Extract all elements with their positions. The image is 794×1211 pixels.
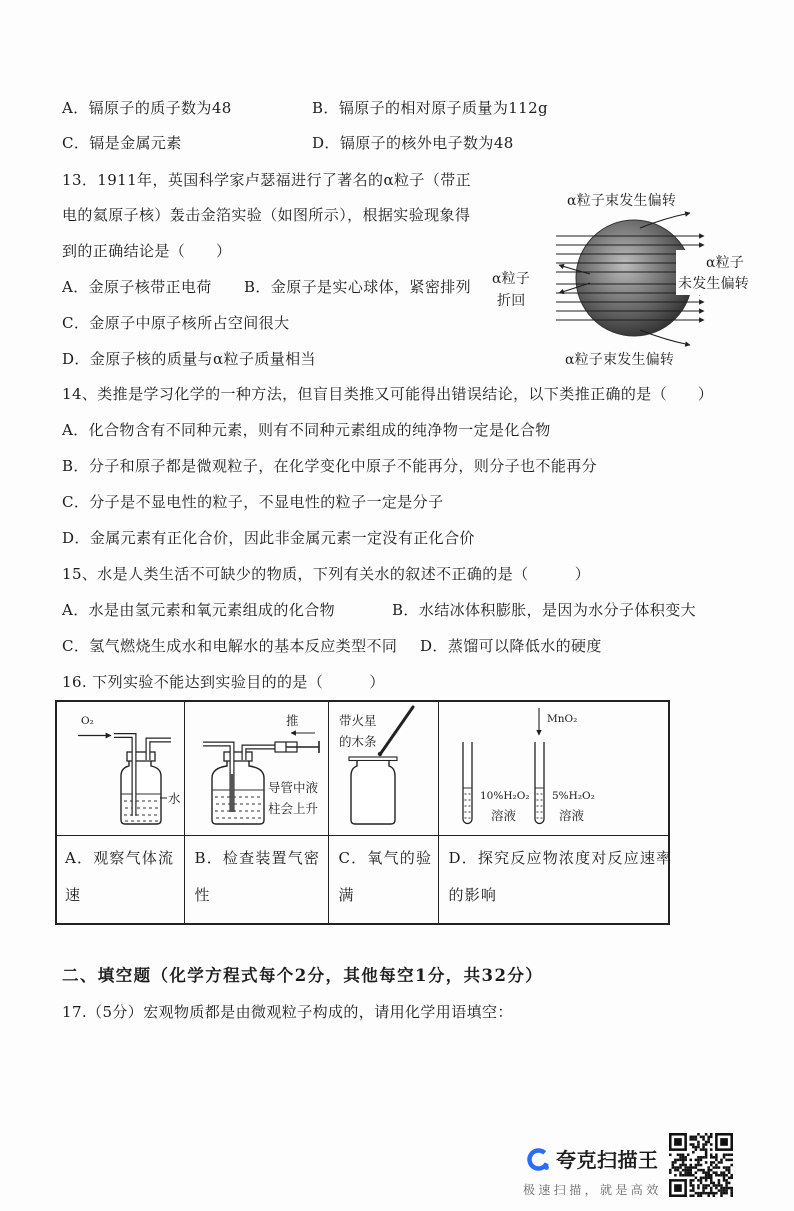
cell-figure-c	[328, 701, 438, 836]
q13-option-d: D．金原子核的质量与α粒子质量相当	[62, 350, 316, 368]
bottle	[121, 760, 161, 824]
glowing-wood-stick	[381, 707, 413, 753]
qr-code-icon	[669, 1133, 733, 1197]
q14-option-d: D．金属元素有正化合价，因此非金属元素一定没有正化合价	[62, 529, 475, 547]
q13-option-c: C．金原子中原子核所占空间很大	[62, 314, 290, 332]
q14-option-b: B．分子和原子都是微观粒子，在化学变化中原子不能再分，则分子也不能再分	[62, 457, 598, 475]
stopper	[224, 752, 252, 761]
q17-stem: 17.（5分）宏观物质都是由微观粒子构成的，请用化学用语填空：	[62, 1003, 513, 1021]
oxygen-full-check-diagram	[329, 702, 437, 835]
rising-liquid-column	[230, 774, 232, 812]
caption-c-line-2: 满	[338, 886, 355, 904]
q12-option-d: D．镉原子的核外电子数为48	[312, 134, 514, 152]
left-solution-label: 溶液	[490, 808, 516, 823]
stick-label-line-2: 的木条	[338, 734, 377, 749]
glass-plate	[349, 757, 397, 761]
glowing-tip	[377, 752, 381, 756]
quark-scanner-logo-icon	[525, 1146, 553, 1174]
cell-caption-a	[56, 836, 184, 925]
label-returned-line-1: α粒子	[492, 271, 531, 287]
concentration-rate-diagram	[439, 702, 668, 835]
cell-figure-d	[438, 701, 669, 836]
cell-caption-c	[328, 836, 438, 925]
rutherford-scattering-figure	[486, 186, 749, 370]
q12-option-c: C．镉是金属元素	[62, 134, 182, 152]
left-solution-concentration: 10%H₂O₂	[479, 790, 530, 802]
q15-stem: 15、水是人类生活不可缺少的物质，下列有关水的叙述不正确的是（ ）	[62, 565, 591, 583]
catalyst-label: MnO₂	[546, 713, 577, 725]
q13-stem-line-1: 13．1911年，英国科学家卢瑟福进行了著名的α粒子（带正	[62, 171, 471, 189]
q14-option-a: A．化合物含有不同种元素，则有不同种元素组成的纯净物一定是化合物	[62, 421, 551, 439]
syringe	[275, 741, 319, 753]
q15-option-a: A．水是由氢元素和氧元素组成的化合物	[62, 601, 336, 619]
label-beam-deflected-bottom: α粒子束发生偏转	[565, 352, 675, 368]
q14-stem: 14、类推是学习化学的一种方法，但盲目类推又可能得出错误结论，以下类推正确的是（ ）	[62, 385, 714, 403]
test-tube-left	[463, 742, 472, 824]
caption-d-line-1: D．探究反应物浓度对反应速率	[448, 849, 673, 867]
cell-figure-b	[184, 701, 328, 836]
stopper	[127, 752, 155, 761]
gold-foil-atom-sphere	[576, 220, 692, 336]
note-line-1: 导管中液	[267, 780, 318, 795]
cell-caption-b	[184, 836, 328, 925]
bottle	[212, 760, 264, 824]
push-label: 推	[285, 713, 299, 728]
right-solution-concentration: 5%H₂O₂	[551, 790, 595, 802]
gas-jar	[351, 761, 395, 824]
caption-c-line-1: C．氧气的验	[338, 849, 433, 867]
q16-stem: 16. 下列实验不能达到实验目的的是（ ）	[62, 673, 385, 691]
q13-stem-line-3: 到的正确结论是（ ）	[62, 242, 232, 260]
note-line-2: 柱会上升	[267, 801, 318, 816]
right-solution-label: 溶液	[558, 808, 584, 823]
experiment-figure-row	[56, 701, 669, 836]
water-label: 水	[168, 791, 181, 806]
caption-a-line-2: 速	[65, 886, 82, 904]
label-returned-line-2: 折回	[497, 293, 526, 309]
experiment-caption-row	[56, 836, 669, 925]
scanner-slogan: 极速扫描，就是高效	[523, 1183, 662, 1197]
q12-option-a: A．镉原子的质子数为48	[62, 99, 232, 117]
q15-option-b: B．水结冰体积膨胀，是因为水分子体积变大	[392, 601, 697, 619]
q12-option-b: B．镉原子的相对原子质量为112g	[312, 99, 549, 117]
oxygen-label: O₂	[81, 715, 94, 727]
scanner-brand-name: 夸克扫描王	[556, 1148, 659, 1172]
test-tube-right	[535, 742, 544, 824]
cell-figure-a	[56, 701, 184, 836]
caption-b-line-2: 性	[194, 886, 211, 904]
q13-option-a: A．金原子核带正电荷	[62, 278, 212, 296]
label-undeflected-line-2: 未发生偏转	[678, 276, 749, 292]
q16-experiment-table	[55, 700, 673, 925]
gas-washing-bottle-diagram	[57, 702, 183, 835]
caption-a-line-1: A．观察气体流	[65, 849, 175, 867]
q15-option-c: C．氢气燃烧生成水和电解水的基本反应类型不同	[62, 637, 398, 655]
stick-label-line-1: 带火星	[338, 713, 377, 728]
q13-stem-line-2: 电的氦原子核）轰击金箔实验（如图所示），根据实验现象得	[62, 206, 471, 224]
label-undeflected-line-1: α粒子	[706, 255, 745, 271]
section-2-title: 二、填空题（化学方程式每个2分，其他每空1分，共32分）	[62, 966, 544, 985]
q14-option-c: C．分子是不显电性的粒子，不显电性的粒子一定是分子	[62, 493, 444, 511]
q13-option-b: B．金原子是实心球体，紧密排列	[244, 278, 472, 296]
caption-b-line-1: B．检查装置气密	[194, 849, 321, 867]
caption-d-line-2: 的影响	[448, 886, 498, 904]
label-beam-deflected-top: α粒子束发生偏转	[567, 193, 677, 209]
q15-option-d: D．蒸馏可以降低水的硬度	[420, 637, 602, 655]
airtightness-check-diagram	[185, 702, 327, 835]
cell-caption-d	[438, 836, 673, 925]
